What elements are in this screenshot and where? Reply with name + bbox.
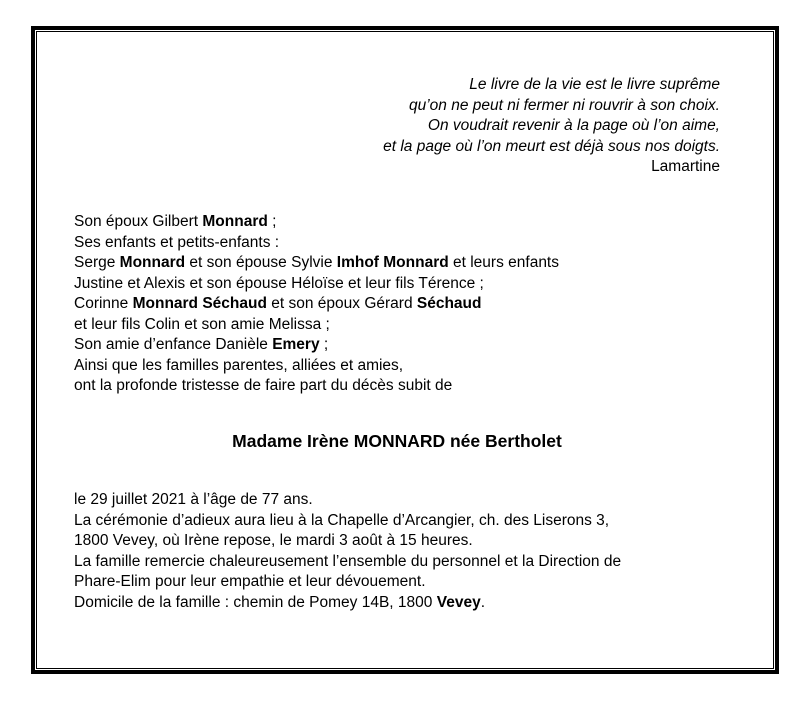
text-run: Ainsi que les familles parentes, alliées et amies, bbox=[74, 356, 404, 374]
poem-verse: qu’on ne peut ni fermer ni rouvrir à son choix. bbox=[408, 96, 720, 114]
surname: Emery bbox=[272, 336, 320, 353]
details-line bbox=[74, 572, 621, 593]
text-run: La cérémonie d’adieux aura lieu à la Chapelle d’Arcangier, ch. des Liserons 3, bbox=[74, 511, 610, 529]
text-run: Son amie d’enfance Danièle bbox=[74, 336, 273, 353]
surname: Monnard bbox=[202, 213, 268, 230]
text-run: Domicile de la famille : chemin de Pomey 14B, 1800 bbox=[74, 593, 437, 611]
surname: Imhof Monnard bbox=[336, 254, 449, 271]
family-line bbox=[74, 376, 559, 397]
deceased-name: Madame Irène MONNARD née Bertholet bbox=[232, 431, 562, 451]
family-line bbox=[74, 274, 559, 295]
poem-verse: Le livre de la vie est le livre suprême bbox=[469, 76, 720, 93]
family-line bbox=[74, 356, 559, 377]
details-line bbox=[74, 511, 621, 532]
text-run: Justine et Alexis et son épouse Héloïse et leur fils Térence ; bbox=[74, 274, 484, 292]
text-run: Phare-Elim pour leur empathie et leur dévouement. bbox=[74, 573, 426, 590]
city-name: Vevey bbox=[436, 593, 481, 611]
details-line bbox=[74, 531, 621, 552]
family-announcement bbox=[74, 212, 559, 397]
family-line bbox=[74, 315, 559, 336]
surname: Monnard bbox=[119, 254, 186, 271]
ceremony-details bbox=[74, 490, 621, 613]
text-run: Corinne bbox=[74, 295, 133, 312]
epigraph-poem bbox=[383, 75, 720, 178]
text-run: et leur fils Colin et son amie Melissa ; bbox=[74, 315, 330, 333]
surname: Séchaud bbox=[416, 295, 482, 312]
family-line bbox=[74, 212, 559, 233]
text-run: ; bbox=[319, 336, 329, 353]
text-run: et son époux Gérard bbox=[266, 295, 417, 312]
text-run: le 29 juillet 2021 à l’âge de 77 ans. bbox=[74, 491, 313, 508]
poem-verse: et la page où l’on meurt est déjà sous nos doigts. bbox=[383, 137, 720, 155]
poem-author: Lamartine bbox=[651, 158, 720, 175]
text-run: Ses enfants et petits-enfants : bbox=[74, 233, 280, 251]
family-line bbox=[74, 253, 559, 274]
text-run: Serge bbox=[74, 254, 120, 271]
family-line bbox=[74, 233, 559, 254]
poem-verse: On voudrait revenir à la page où l’on aime, bbox=[427, 117, 720, 134]
text-run: ; bbox=[267, 213, 277, 230]
text-run: . bbox=[480, 593, 485, 611]
text-run: 1800 Vevey, où Irène repose, le mardi 3 août à 15 heures. bbox=[74, 532, 473, 549]
details-line bbox=[74, 593, 621, 614]
family-line bbox=[74, 335, 559, 356]
family-line bbox=[74, 294, 559, 315]
surname: Monnard Séchaud bbox=[132, 295, 267, 312]
text-run: Son époux Gilbert bbox=[74, 213, 203, 230]
text-run: ont la profonde tristesse de faire part du décès subit de bbox=[74, 377, 453, 394]
details-line bbox=[74, 490, 621, 511]
text-run: et son épouse Sylvie bbox=[185, 254, 337, 271]
text-run: et leurs enfants bbox=[448, 254, 559, 271]
text-run: La famille remercie chaleureusement l’ensemble du personnel et la Direction de bbox=[74, 552, 622, 570]
details-line bbox=[74, 552, 621, 573]
